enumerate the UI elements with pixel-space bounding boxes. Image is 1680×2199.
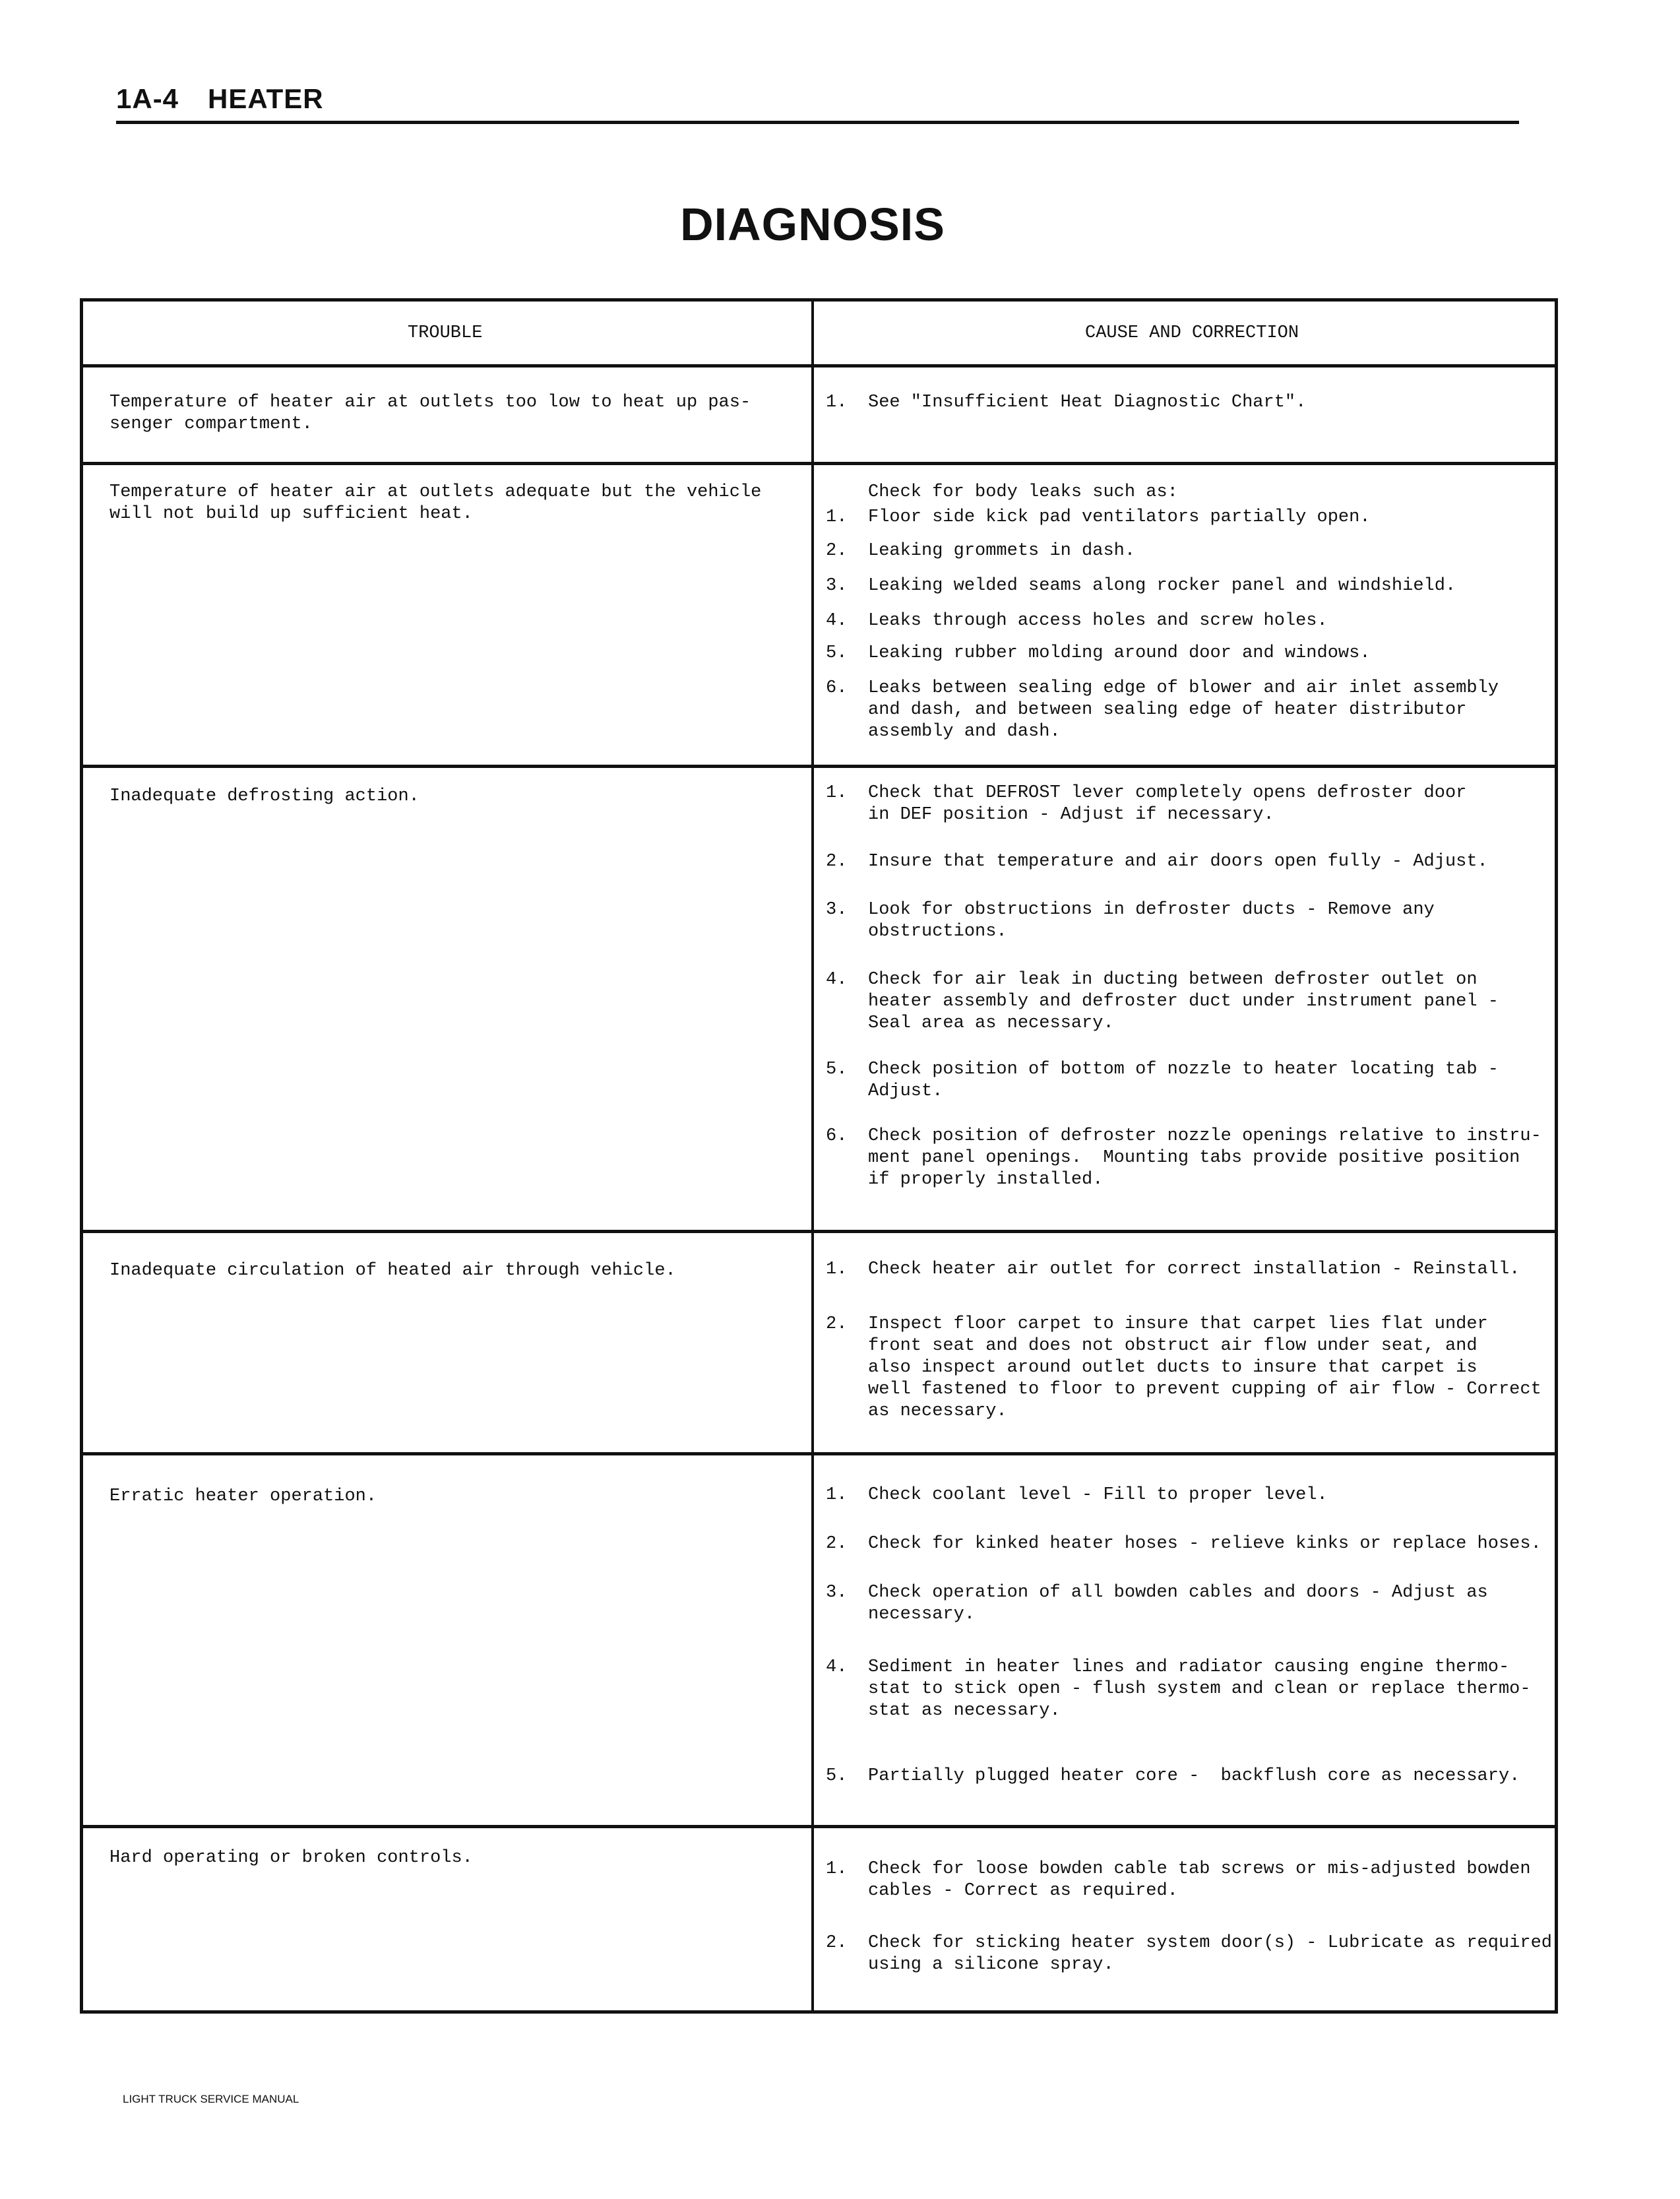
cause-number: 1.	[826, 507, 848, 527]
trouble-text: Temperature of heater air at outlets adequate but the vehicle will not build up sufficient heat.	[109, 482, 762, 524]
cause-text: Leaking welded seams along rocker panel and windshield.	[868, 576, 1456, 596]
cause-number: 5.	[826, 1766, 848, 1786]
cause-number: 6.	[826, 678, 848, 698]
cause-number: 3.	[826, 576, 848, 596]
cause-number: 2.	[826, 1933, 848, 1953]
cause-text: Check heater air outlet for correct installation - Reinstall.	[868, 1259, 1520, 1279]
cause-text: Check for sticking heater system door(s) - Lubricate as required using a silicone spray.	[868, 1933, 1552, 1975]
page-title: DIAGNOSIS	[680, 199, 945, 250]
cause-number: 5.	[826, 1060, 848, 1079]
cause-number: 3.	[826, 1583, 848, 1603]
cause-text: Leaks between sealing edge of blower and air inlet assembly and dash, and between sealing edge of heater distributor assembly and dash.	[868, 678, 1499, 742]
cause-number: 3.	[826, 900, 848, 920]
trouble-text: Hard operating or broken controls.	[109, 1848, 473, 1868]
cause-number: 1.	[826, 393, 848, 412]
cause-text: Partially plugged heater core - backflush core as necessary.	[868, 1766, 1520, 1786]
cause-number: 6.	[826, 1126, 848, 1146]
cause-text: Check for air leak in ducting between defroster outlet on heater assembly and defroster duct under instrument panel - Seal area as necessary.	[868, 970, 1499, 1033]
cause-text: Floor side kick pad ventilators partially open.	[868, 507, 1371, 527]
row-divider	[80, 765, 1558, 768]
cause-text: Check for loose bowden cable tab screws or mis-adjusted bowden cables - Correct as required.	[868, 1859, 1531, 1901]
header-rule	[116, 121, 1519, 124]
page-number: 1A-4	[116, 83, 179, 114]
cause-number: 1.	[826, 1259, 848, 1279]
row-divider	[80, 462, 1558, 465]
cause-text: Inspect floor carpet to insure that carpet lies flat under front seat and does not obstruct air flow under seat, and also inspect around outlet ducts to insure that carpet is well fastened to floor to prevent cupping of air flow - Correct as necessary.	[868, 1314, 1541, 1421]
row-divider	[80, 1452, 1558, 1455]
cause-text: Check that DEFROST lever completely opens defroster door in DEF position - Adjust if necessary.	[868, 783, 1467, 825]
cause-number: 1.	[826, 1485, 848, 1505]
cause-text: Leaking rubber molding around door and windows.	[868, 643, 1371, 663]
cause-text: Leaks through access holes and screw holes.	[868, 611, 1328, 631]
trouble-text: Temperature of heater air at outlets too low to heat up pas- senger compartment.	[109, 393, 751, 434]
cause-number: 1.	[826, 783, 848, 803]
cause-number: 2.	[826, 852, 848, 872]
cause-text: Check coolant level - Fill to proper level.	[868, 1485, 1328, 1505]
cause-number: 4.	[826, 1657, 848, 1677]
cause-intro: Check for body leaks such as:	[868, 482, 1178, 502]
cause-number: 2.	[826, 1534, 848, 1554]
trouble-text: Inadequate defrosting action.	[109, 786, 420, 806]
row-divider	[80, 1230, 1558, 1233]
cause-number: 1.	[826, 1859, 848, 1879]
trouble-text: Erratic heater operation.	[109, 1486, 377, 1506]
column-header-trouble: TROUBLE	[408, 323, 483, 343]
cause-number: 4.	[826, 970, 848, 990]
cause-text: Check for kinked heater hoses - relieve kinks or replace hoses.	[868, 1534, 1541, 1554]
cause-text: See "Insufficient Heat Diagnostic Chart".	[868, 393, 1307, 412]
trouble-text: Inadequate circulation of heated air through vehicle.	[109, 1261, 676, 1281]
cause-text: Insure that temperature and air doors open fully - Adjust.	[868, 852, 1488, 872]
column-header-cause: CAUSE AND CORRECTION	[1085, 323, 1299, 343]
cause-text: Check position of bottom of nozzle to heater locating tab - Adjust.	[868, 1060, 1499, 1101]
cause-text: Sediment in heater lines and radiator causing engine thermo- stat to stick open - flush system and clean or replace thermo- stat as necessary.	[868, 1657, 1531, 1721]
footer-text: LIGHT TRUCK SERVICE MANUAL	[123, 2093, 299, 2105]
cause-text: Look for obstructions in defroster ducts - Remove any obstructions.	[868, 900, 1435, 941]
row-divider	[80, 364, 1558, 367]
cause-text: Leaking grommets in dash.	[868, 541, 1136, 561]
column-divider	[811, 298, 814, 2014]
row-divider	[80, 1825, 1558, 1828]
page-header	[116, 83, 324, 115]
cause-text: Check operation of all bowden cables and doors - Adjust as necessary.	[868, 1583, 1488, 1624]
section-title: HEATER	[208, 83, 324, 114]
cause-number: 4.	[826, 611, 848, 631]
cause-number: 5.	[826, 643, 848, 663]
cause-text: Check position of defroster nozzle openings relative to instru- ment panel openings. Mounting tabs provide positive position if properly installed.	[868, 1126, 1541, 1190]
cause-number: 2.	[826, 541, 848, 561]
cause-number: 2.	[826, 1314, 848, 1334]
